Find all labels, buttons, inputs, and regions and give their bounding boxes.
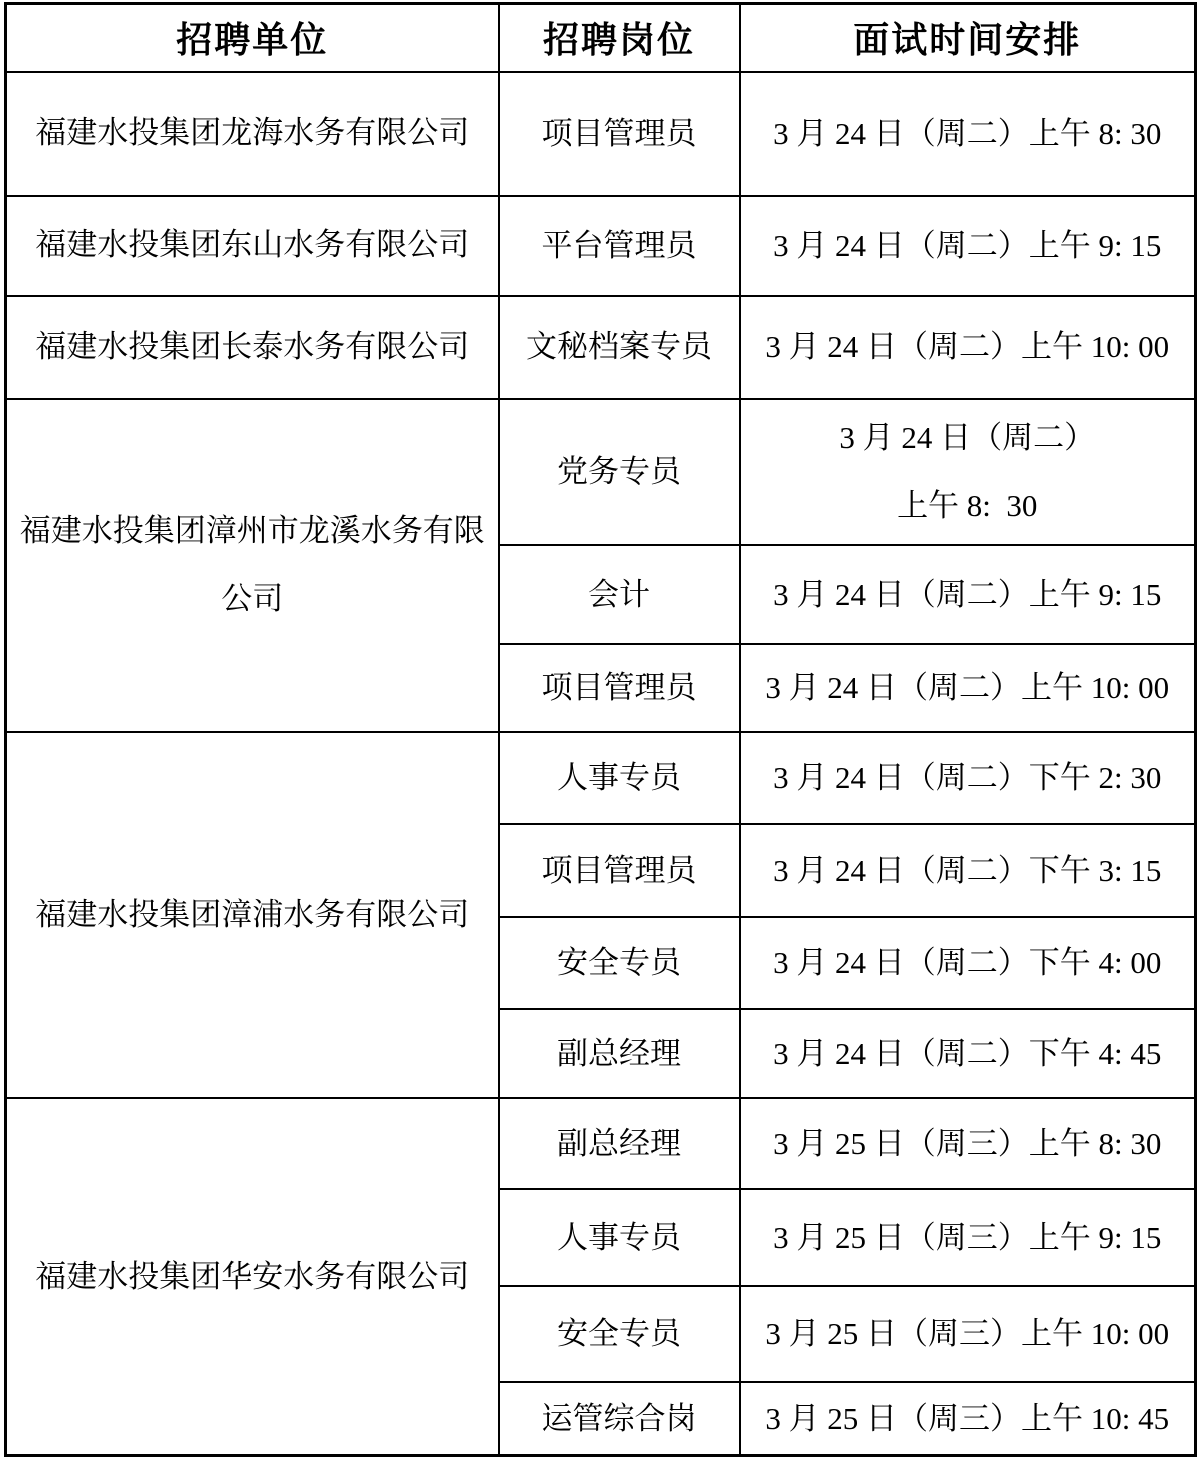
time-cell: 3 月 25 日（周三）上午 9: 15 (740, 1189, 1196, 1286)
table-row (6, 72, 1196, 196)
time-line-2: 上午 8: 30 (897, 487, 1038, 523)
time-cell: 3 月 24 日（周二）上午 8: 30 (740, 72, 1196, 196)
time-cell: 3 月 24 日（周二）下午 3: 15 (740, 824, 1196, 917)
col-header-unit: 招聘单位 (6, 4, 499, 72)
position-cell: 副总经理 (499, 1009, 740, 1098)
time-cell: 3 月 24 日（周二）上午 10: 00 (740, 644, 1196, 732)
time-cell (740, 399, 1196, 545)
position-cell: 副总经理 (499, 1098, 740, 1189)
time-cell: 3 月 24 日（周二）上午 10: 00 (740, 296, 1196, 399)
position-cell: 项目管理员 (499, 72, 740, 196)
table-row (6, 1098, 1196, 1189)
position-cell: 项目管理员 (499, 824, 740, 917)
table-row (6, 296, 1196, 399)
table-row (6, 732, 1196, 824)
position-cell: 党务专员 (499, 399, 740, 545)
position-cell: 人事专员 (499, 732, 740, 824)
schedule-table-body (6, 72, 1196, 1456)
time-cell: 3 月 24 日（周二）下午 2: 30 (740, 732, 1196, 824)
unit-cell: 福建水投集团东山水务有限公司 (6, 196, 499, 296)
col-header-time: 面试时间安排 (740, 4, 1196, 72)
table-row (6, 196, 1196, 296)
header-row (6, 4, 1196, 72)
unit-cell: 福建水投集团漳浦水务有限公司 (6, 732, 499, 1098)
col-header-position: 招聘岗位 (499, 4, 740, 72)
position-cell: 安全专员 (499, 1286, 740, 1382)
position-cell: 会计 (499, 545, 740, 644)
unit-cell: 福建水投集团龙海水务有限公司 (6, 72, 499, 196)
unit-cell: 福建水投集团漳州市龙溪水务有限公司 (6, 399, 499, 732)
time-cell: 3 月 24 日（周二）下午 4: 00 (740, 917, 1196, 1009)
time-cell: 3 月 24 日（周二）上午 9: 15 (740, 545, 1196, 644)
time-cell: 3 月 25 日（周三）上午 8: 30 (740, 1098, 1196, 1189)
position-cell: 项目管理员 (499, 644, 740, 732)
position-cell: 安全专员 (499, 917, 740, 1009)
time-line-1: 3 月 24 日（周二） (839, 419, 1096, 455)
table-row (6, 399, 1196, 545)
position-cell: 文秘档案专员 (499, 296, 740, 399)
time-cell: 3 月 24 日（周二）下午 4: 45 (740, 1009, 1196, 1098)
time-cell: 3 月 25 日（周三）上午 10: 45 (740, 1382, 1196, 1456)
position-cell: 运管综合岗 (499, 1382, 740, 1456)
time-cell: 3 月 24 日（周二）上午 9: 15 (740, 196, 1196, 296)
unit-cell: 福建水投集团华安水务有限公司 (6, 1098, 499, 1456)
position-cell: 人事专员 (499, 1189, 740, 1286)
position-cell: 平台管理员 (499, 196, 740, 296)
interview-schedule-table (4, 2, 1197, 1457)
unit-cell: 福建水投集团长泰水务有限公司 (6, 296, 499, 399)
time-cell: 3 月 25 日（周三）上午 10: 00 (740, 1286, 1196, 1382)
